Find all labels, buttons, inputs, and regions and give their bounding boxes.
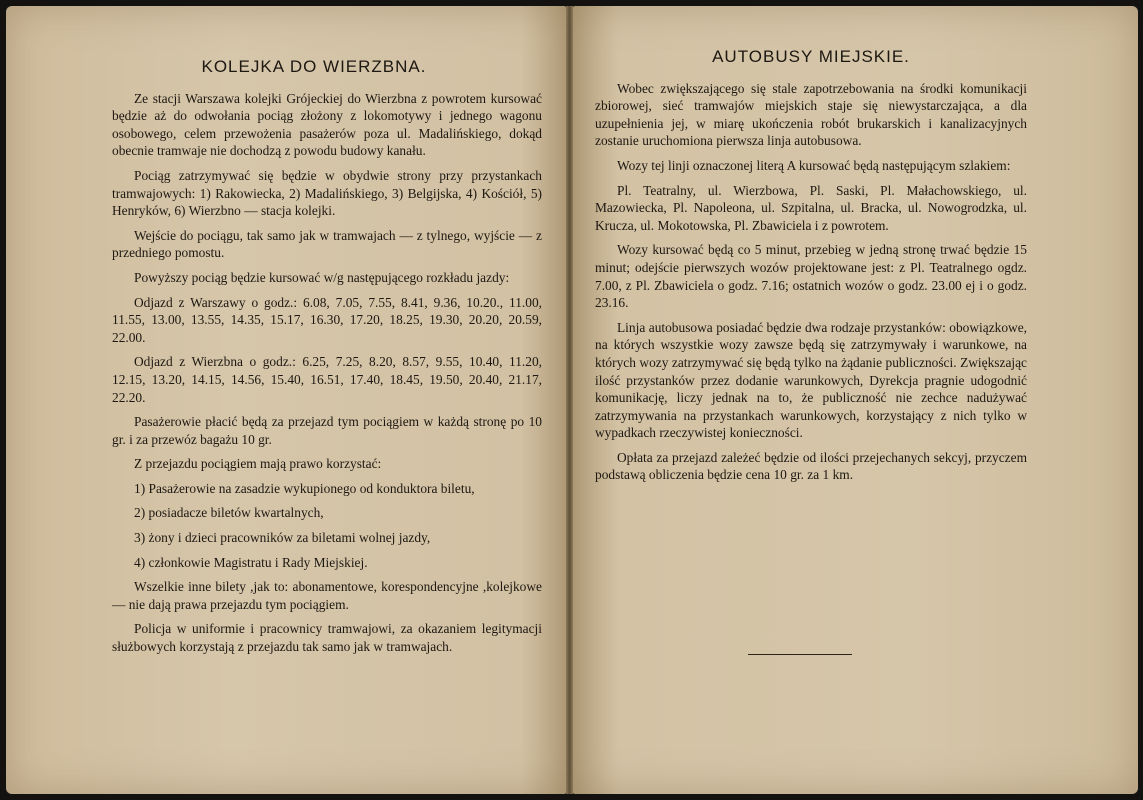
paragraph: Opłata za przejazd zależeć będzie od ilości przejechanych sekcyj, przyczem podstawą obliczenia będzie cena 10 gr. za 1 km. xyxy=(595,449,1027,483)
left-page xyxy=(6,6,566,794)
paragraph: Wozy tej linji oznaczonej literą A kursować będą następującym szlakiem: xyxy=(617,157,1011,173)
schedule-from-wierzbno: Odjazd z Wierzbna o godz.: 6.25, 7.25, 8.20, 8.57, 9.55, 10.40, 11.20, 12.15, 13.20, 14.15, 14.56, 15.40, 16.51, 17.40, 18.45, 19.50, 20.40, 21.17, 22.20. xyxy=(112,354,542,405)
list-item: 1) Pasażerowie na zasadzie wykupionego od konduktora biletu, xyxy=(134,480,475,496)
paragraph: Wobec zwiększającego się stale zapotrzebowania na środki komunikacji zbiorowej, sieć tramwajów miejskich staje się niewystarczająca, a dla uzupełnienia jej, w miarę ukończenia robót brukarskich i kanalizacyjnych zostanie uruchomiona pierwsza linja autobusowa. xyxy=(595,80,1027,149)
list-item: 2) posiadacze biletów kwartalnych, xyxy=(134,505,324,521)
paragraph: Policja w uniformie i pracownicy tramwajowi, za okazaniem legitymacji służbowych korzystają z przejazdu tak samo jak w tramwajach. xyxy=(112,621,542,655)
right-page-title: AUTOBUSY MIEJSKIE. xyxy=(712,47,910,66)
paragraph: Powyższy pociąg będzie kursować w/g następującego rozkładu jazdy: xyxy=(134,269,510,285)
book-gutter xyxy=(566,6,573,794)
paragraph: Wozy kursować będą co 5 minut, przebieg w jedną stronę trwać będzie 15 minut; odejście pierwszych wozów projektowane jest: z Pl. Teatralnego ogdz. 7.00, z Pl. Zbawiciela o godz. 7.16; ostatnich wozów o godz. 23.00 ej i o godz. 23.16. xyxy=(595,242,1027,311)
paragraph: Z przejazdu pociągiem mają prawo korzystać: xyxy=(134,456,382,472)
list-item: 3) żony i dzieci pracowników za biletami wolnej jazdy, xyxy=(134,530,431,546)
left-page-title: KOLEJKA DO WIERZBNA. xyxy=(201,57,427,76)
right-page xyxy=(573,6,1138,794)
eligibility-list xyxy=(112,480,542,571)
right-page-content xyxy=(595,48,1027,491)
left-page-content xyxy=(112,58,542,663)
schedule-from-warsaw: Odjazd z Warszawy o godz.: 6.08, 7.05, 7.55, 8.41, 9.36, 10.20., 11.00, 11.55, 13.00, 13.55, 14.35, 15.17, 16.30, 17.20, 18.25, 19.30, 20.20, 20.59, 22.00. xyxy=(112,294,542,345)
paragraph: Pociąg zatrzymywać się będzie w obydwie strony przy przystankach tramwajowych: 1) Rakowiecka, 2) Madalińskiego, 3) Belgijska, 4) Kościół, 5) Henryków, 6) Wierzbno — stacja kolejki. xyxy=(112,167,542,219)
section-end-rule xyxy=(748,654,852,655)
list-item: 4) członkowie Magistratu i Rady Miejskiej. xyxy=(134,554,368,570)
paragraph: Ze stacji Warszawa kolejki Grójeckiej do Wierzbna z powrotem kursować będzie aż do odwołania pociąg złożony z lokomotywy i jednego wagonu osobowego, celem przewożenia pasażerów poza ul. Madalińskiego, dokąd obecnie tramwaje nie dochodzą z powodu budowy kanału. xyxy=(112,90,542,159)
paragraph: Wejście do pociągu, tak samo jak w tramwajach — z tylnego, wyjście — z przedniego pomostu. xyxy=(112,227,542,261)
paragraph: Pasażerowie płacić będą za przejazd tym pociągiem w każdą stronę po 10 gr. i za przewóz bagażu 10 gr. xyxy=(112,414,542,447)
route-paragraph: Pl. Teatralny, ul. Wierzbowa, Pl. Saski, Pl. Małachowskiego, ul. Mazowiecka, Pl. Napoleona, ul. Szpitalna, ul. Bracka, ul. Nowogrodzka, ul. Krucza, ul. Mokotowska, Pl. Zbawiciela i z powrotem. xyxy=(595,182,1027,233)
paragraph: Wszelkie inne bilety ,jak to: abonamentowe, korespondencyjne ,kolejkowe — nie dają prawa przejazdu tym pociągiem. xyxy=(112,579,542,612)
paragraph: Linja autobusowa posiadać będzie dwa rodzaje przystanków: obowiązkowe, na których wszystkie wozy zawsze będą się zatrzymywały i warunkowe, na których wozy zatrzymywać się będą tylko na żądanie publiczności. Zwiększając ilość przystanków przez dodanie warunkowych, Dyrekcja pragnie udogodnić komunikację, liczy jednak na to, że publiczność nie zechce nadużywać zatrzymywania na przystankach warunkowych, korzystający z nich tylko w wypadkach rzeczywistej konieczności. xyxy=(595,319,1027,441)
